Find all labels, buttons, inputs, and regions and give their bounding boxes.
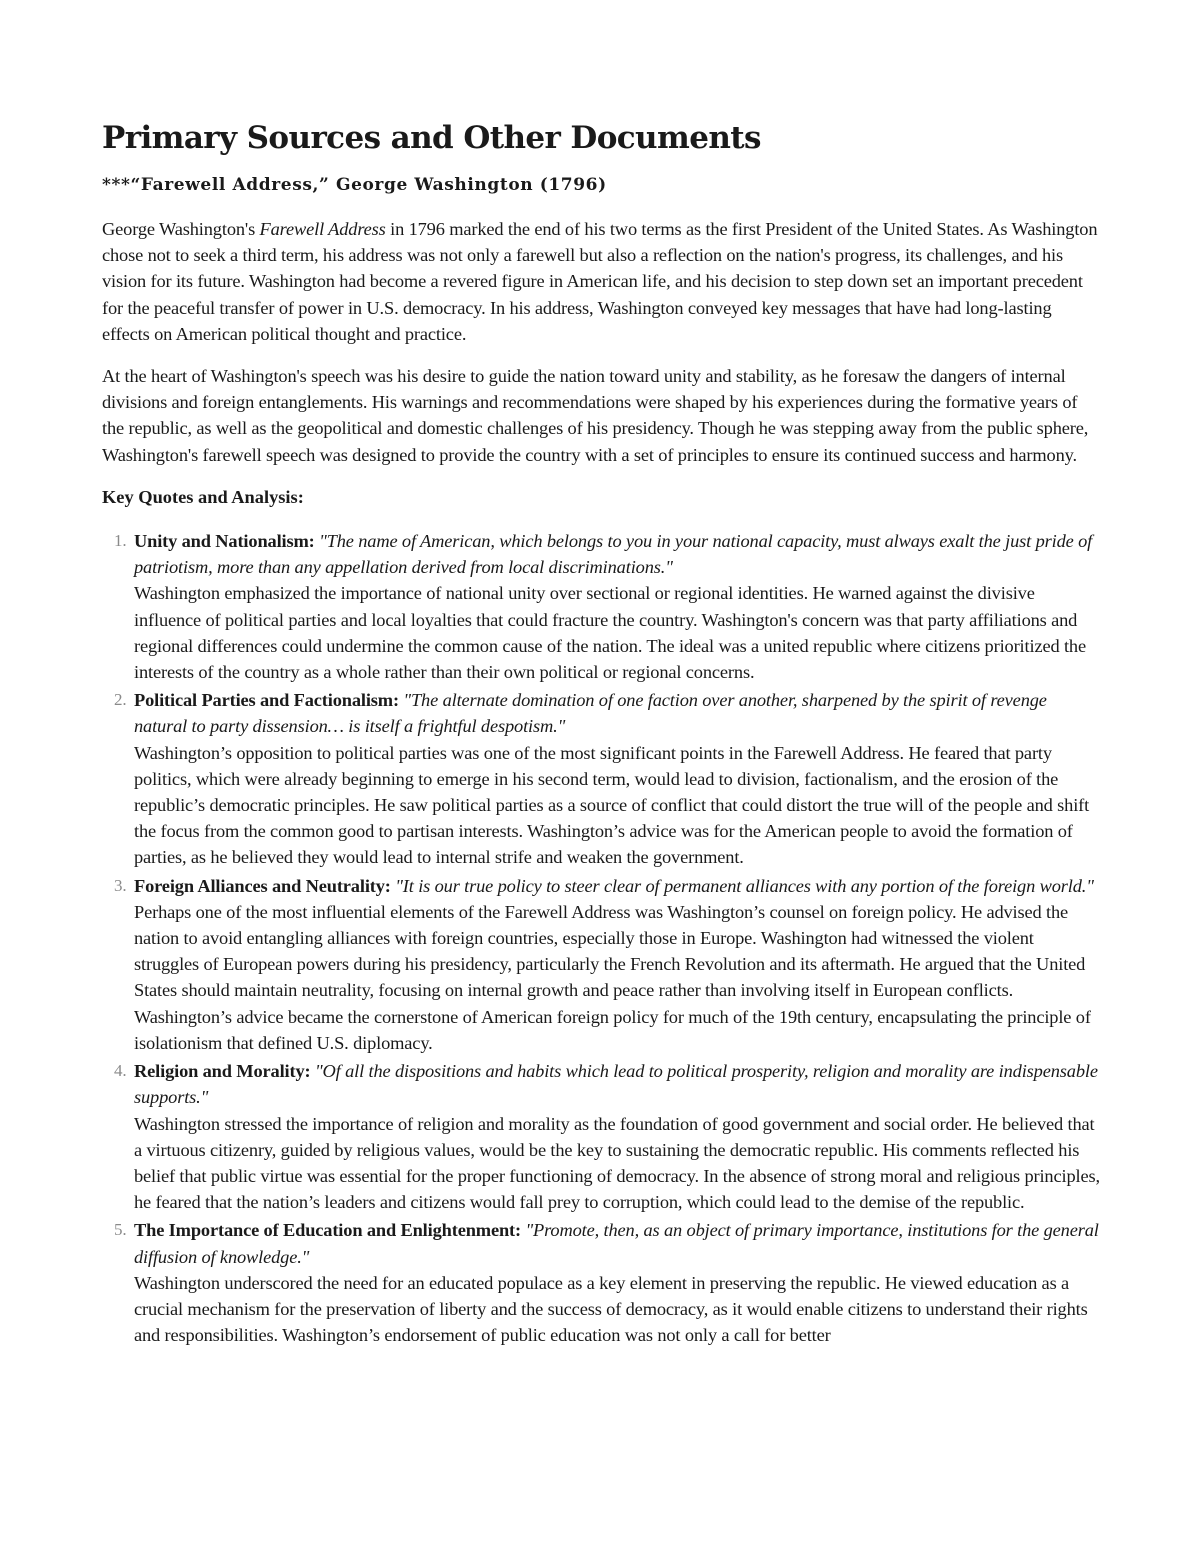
quote-text: "The alternate domination of one faction over another, sharpened by the spirit of revenge natural to party dissension… is itself a frightful despotism.": [134, 690, 1047, 737]
quote-title: Unity and Nationalism:: [134, 531, 315, 552]
quote-title: Religion and Morality:: [134, 1061, 311, 1082]
intro-text-before: George Washington's: [102, 219, 260, 239]
list-number: 1.: [114, 531, 127, 551]
document-page: [102, 112, 1102, 1350]
intro-paragraph-2: At the heart of Washington's speech was his desire to guide the nation toward unity and stability, as he foresaw the dangers of internal divisions and foreign entanglements. His warnings and recommendations were shaped by his experiences during the formative years of the republic, as well as the geopolitical and domestic challenges of his presidency. Though he was stepping away from the public sphere, Washington's farewell speech was designed to provide the country with a set of principles to ensure its continued success and harmony.: [102, 366, 1089, 465]
quote-title: Political Parties and Factionalism:: [134, 690, 399, 711]
document-subtitle: ***“Farewell Address,” George Washington (1796): [102, 175, 607, 195]
quote-text: "It is our true policy to steer clear of permanent alliances with any portion of the foreign world.": [395, 875, 1094, 896]
quote-item: [102, 873, 1102, 1056]
quote-analysis: Perhaps one of the most influential elements of the Farewell Address was Washington’s counsel on foreign policy. He advised the nation to avoid entangling alliances with foreign countries, especially those in Europe. Washington had witnessed the violent struggles of European powers during his presidency, particularly the French Revolution and its aftermath. He argued that the United States should maintain neutrality, focusing on internal growth and peace rather than involving itself in European conflicts. Washington’s advice became the cornerstone of American foreign policy for much of the 19th century, encapsulating the principle of isolationism that defined U.S. diplomacy.: [134, 901, 1091, 1053]
quote-item: [102, 1217, 1102, 1348]
list-number: 4.: [114, 1061, 127, 1081]
intro-paragraph-1: [102, 216, 1102, 347]
list-number: 5.: [114, 1220, 127, 1240]
quote-analysis: Washington underscored the need for an educated populace as a key element in preserving the republic. He viewed education as a crucial mechanism for the preservation of liberty and the success of democracy, as it would enable citizens to understand their rights and responsibilities. Washington’s endorsement of public education was not only a call for better: [134, 1272, 1088, 1346]
key-quotes-heading: Key Quotes and Analysis:: [102, 486, 304, 507]
quote-item: [102, 528, 1102, 685]
quote-title: The Importance of Education and Enlightenment:: [134, 1220, 521, 1241]
quote-analysis: Washington’s opposition to political parties was one of the most significant points in the Farewell Address. He feared that party politics, which were already beginning to emerge in his second term, would lead to division, factionalism, and the erosion of the republic’s democratic principles. He saw political parties as a source of conflict that could distort the true will of the people and shift the focus from the common good to partisan interests. Washington’s advice was for the American people to avoid the formation of parties, as he believed they would lead to internal strife and weaken the government.: [134, 742, 1090, 868]
page-title: Primary Sources and Other Documents: [102, 120, 761, 156]
quote-text: "The name of American, which belongs to you in your national capacity, must always exalt the just pride of patriotism, more than any appellation derived from local discriminations.": [134, 531, 1093, 578]
list-number: 2.: [114, 690, 127, 710]
quote-item: [102, 1058, 1102, 1215]
intro-text-italic-title: Farewell Address: [259, 219, 386, 239]
list-number: 3.: [114, 875, 127, 895]
intro-text-after: in 1796 marked the end of his two terms as the first President of the United States. As Washington chose not to seek a third term, his address was not only a farewell but also a reflection on the nation's progress, its challenges, and his vision for its future. Washington had become a revered figure in American life, and his decision to step down set an important precedent for the peaceful transfer of power in U.S. democracy. In his address, Washington conveyed key messages that have had long-lasting effects on American political thought and practice.: [102, 219, 1098, 344]
quote-item: [102, 687, 1102, 870]
quote-text: "Of all the dispositions and habits which lead to political prosperity, religion and morality are indispensable supports.": [134, 1061, 1098, 1108]
quote-analysis: Washington emphasized the importance of national unity over sectional or regional identities. He warned against the divisive influence of political parties and local loyalties that could fracture the country. Washington's concern was that party affiliations and regional differences could undermine the common cause of the nation. The ideal was a united republic where citizens prioritized the interests of the country as a whole rather than their own political or regional concerns.: [134, 583, 1086, 683]
quote-title: Foreign Alliances and Neutrality:: [134, 875, 391, 896]
quote-text: "Promote, then, as an object of primary importance, institutions for the general diffusion of knowledge.": [134, 1220, 1099, 1267]
quotes-list: [102, 528, 1102, 1348]
quote-analysis: Washington stressed the importance of religion and morality as the foundation of good government and social order. He believed that a virtuous citizenry, guided by religious values, would be the key to sustaining the democratic republic. His comments reflected his belief that public virtue was essential for the proper functioning of democracy. In the absence of strong moral and religious principles, he feared that the nation’s leaders and citizens would fall prey to corruption, which could lead to the demise of the republic.: [134, 1113, 1100, 1213]
